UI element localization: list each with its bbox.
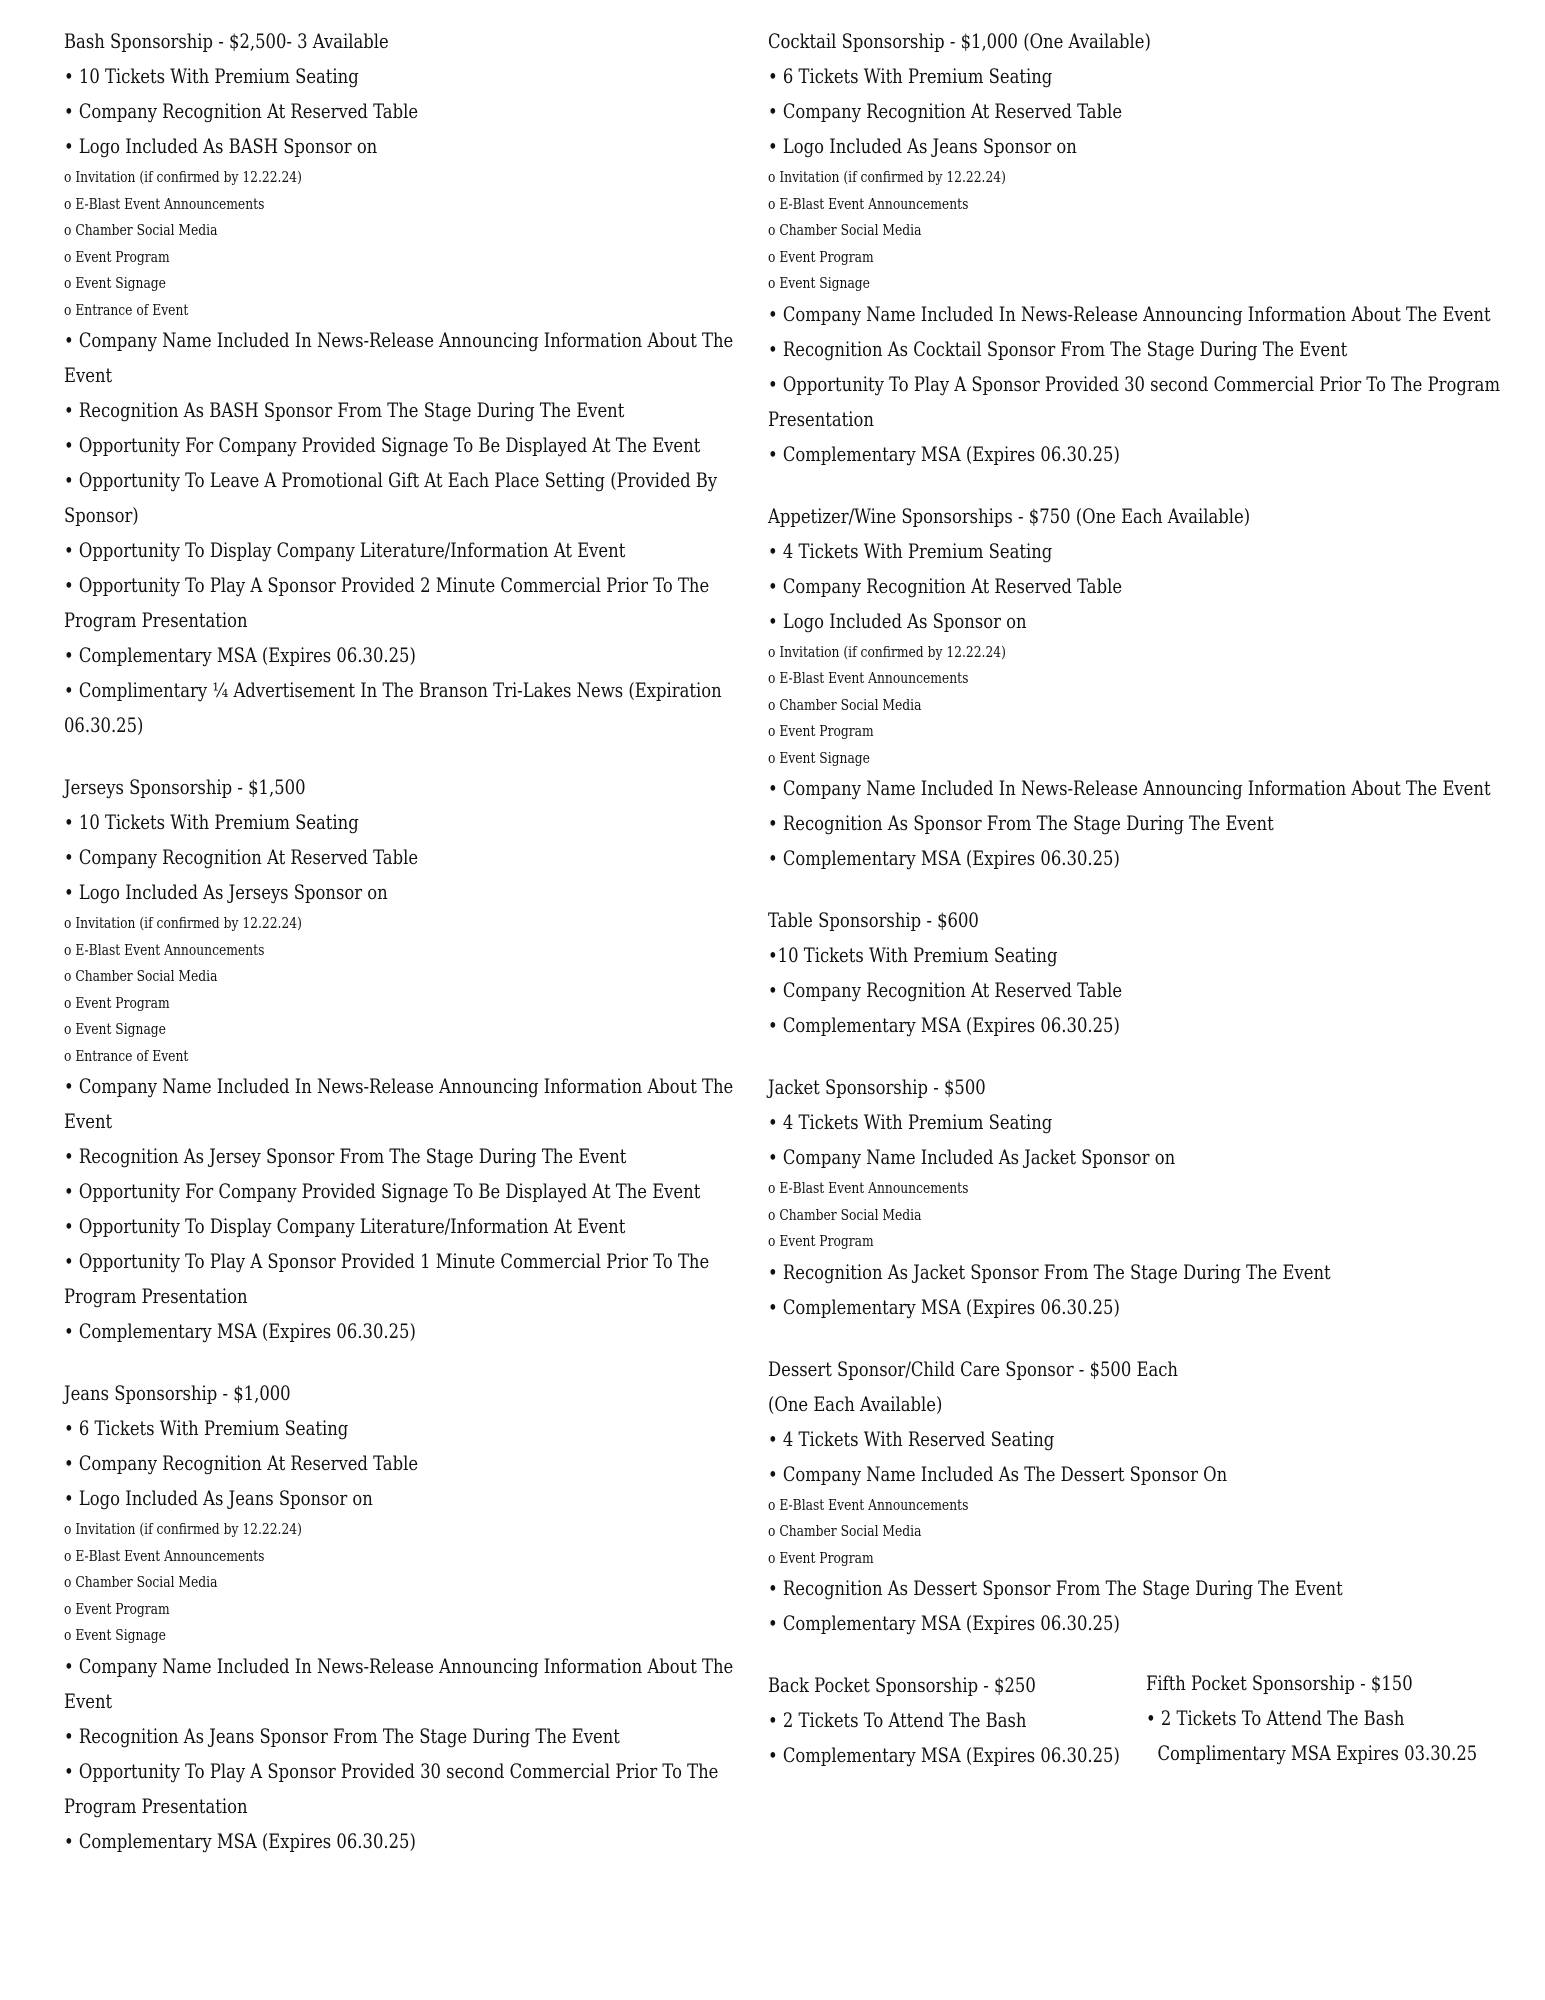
bullet-item: • Recognition As BASH Sponsor From The Stage During The Event xyxy=(64,398,625,422)
bullet-item: • Logo Included As Jerseys Sponsor on xyxy=(64,880,388,904)
bullet-item: • Complementary MSA (Expires 06.30.25) xyxy=(768,441,1120,466)
sub-list-item: o E-Blast Event Announcements xyxy=(64,940,265,959)
sub-list-item: o Event Program xyxy=(768,247,874,266)
bullet-item: • Logo Included As Jeans Sponsor on xyxy=(64,1486,373,1510)
bullet-item: • Company Recognition At Reserved Table xyxy=(64,1451,419,1475)
sub-list-item: o Event Signage xyxy=(64,1626,166,1644)
sub-list-item: o Event Program xyxy=(64,247,170,266)
bullet-item: • Opportunity To Play A Sponsor Provided 30 second Commercial Prior To The Program Presentation xyxy=(64,1758,719,1818)
bullet-item: • Complementary MSA (Expires 06.30.25) xyxy=(768,846,1120,870)
bullet-item: Complimentary MSA Expires 03.30.25 xyxy=(1157,1741,1478,1765)
right-column xyxy=(768,24,1503,1773)
sub-list-item: o Event Signage xyxy=(768,274,870,292)
bullet-item: • Opportunity For Company Provided Signage To Be Displayed At The Event xyxy=(64,433,701,457)
sub-list-item: o Chamber Social Media xyxy=(64,967,218,985)
sub-list-item: o Invitation (if confirmed by 12.22.24) xyxy=(64,168,302,186)
sub-list-item: o E-Blast Event Announcements xyxy=(768,669,969,687)
bullet-item: • Recognition As Jeans Sponsor From The Stage During The Event xyxy=(64,1723,620,1748)
bullet-item: • Opportunity To Play A Sponsor Provided 30 second Commercial Prior To The Program Presentation xyxy=(768,371,1501,431)
pocket-sponsorships-row xyxy=(768,1668,1503,1773)
bullet-item: • 2 Tickets To Attend The Bash xyxy=(768,1708,1027,1732)
sub-list-item: o Invitation (if confirmed by 12.22.24) xyxy=(768,168,1006,186)
sub-list-item: o Event Signage xyxy=(64,274,166,292)
sub-list-item: o Invitation (if confirmed by 12.22.24) xyxy=(64,1520,302,1538)
bullet-item: • Complimentary ¼ Advertisement In The Branson Tri-Lakes News (Expiration 06.30.25) xyxy=(64,678,722,737)
bullet-item: • Company Name Included As The Dessert Sponsor On xyxy=(768,1461,1228,1486)
sub-list-item: o E-Blast Event Announcements xyxy=(768,1495,969,1514)
jerseys-sponsorship-section xyxy=(64,770,734,1349)
section-title: Appetizer/Wine Sponsorships - $750 (One Each Available) xyxy=(768,503,1251,528)
appetizer-wine-sponsorship-section xyxy=(768,499,1503,877)
bullet-item: • Opportunity To Display Company Literature/Information At Event xyxy=(64,1214,626,1238)
bullet-item: • Complementary MSA (Expires 06.30.25) xyxy=(768,1013,1120,1037)
bullet-item: • Complementary MSA (Expires 06.30.25) xyxy=(64,643,416,667)
sub-list-item: o Chamber Social Media xyxy=(768,695,922,714)
bullet-item: • Complementary MSA (Expires 06.30.25) xyxy=(64,1828,416,1853)
sub-list-item: o Entrance of Event xyxy=(64,300,189,319)
bullet-item: • 4 Tickets With Premium Seating xyxy=(768,538,1053,563)
section-title: Fifth Pocket Sponsorship - $150 xyxy=(1146,1671,1413,1695)
bullet-item: • Complementary MSA (Expires 06.30.25) xyxy=(768,1611,1120,1635)
bullet-item: • Opportunity To Display Company Literature/Information At Event xyxy=(64,538,626,562)
bullet-item: • Recognition As Jersey Sponsor From The Stage During The Event xyxy=(64,1144,627,1168)
bullet-item: •10 Tickets With Premium Seating xyxy=(768,943,1058,967)
bullet-item: • Opportunity To Play A Sponsor Provided 2 Minute Commercial Prior To The Program Presentation xyxy=(64,573,710,632)
bullet-item: • Company Recognition At Reserved Table xyxy=(64,99,419,123)
bullet-item: • 10 Tickets With Premium Seating xyxy=(64,64,359,88)
bash-sponsorship-section xyxy=(64,24,734,743)
bullet-item: • Recognition As Cocktail Sponsor From The Stage During The Event xyxy=(768,336,1348,361)
bullet-item: • Recognition As Dessert Sponsor From The Stage During The Event xyxy=(768,1576,1343,1600)
table-sponsorship-section xyxy=(768,903,1503,1043)
section-title: Table Sponsorship - $600 xyxy=(768,908,979,932)
bullet-item: • Company Recognition At Reserved Table xyxy=(768,573,1123,598)
bullet-item: • Logo Included As Jeans Sponsor on xyxy=(768,134,1077,158)
sub-list-item: o E-Blast Event Announcements xyxy=(768,194,969,213)
sub-list-item: o E-Blast Event Announcements xyxy=(64,194,265,213)
cocktail-sponsorship-section xyxy=(768,24,1503,472)
bullet-item: • Complementary MSA (Expires 06.30.25) xyxy=(768,1294,1120,1319)
section-title: Cocktail Sponsorship - $1,000 (One Available) xyxy=(768,29,1151,53)
sub-list-item: o Chamber Social Media xyxy=(768,1205,922,1224)
section-title: Jacket Sponsorship - $500 xyxy=(768,1075,986,1099)
sub-list-item: o Event Signage xyxy=(64,1020,166,1038)
sub-list-item: o Event Program xyxy=(768,1548,874,1567)
bullet-item: • 10 Tickets With Premium Seating xyxy=(64,810,359,834)
bullet-item: • Logo Included As BASH Sponsor on xyxy=(64,134,378,158)
sub-list-item: o Event Program xyxy=(64,993,170,1012)
sub-list-item: o Event Program xyxy=(768,722,874,740)
bullet-item: • Opportunity For Company Provided Signage To Be Displayed At The Event xyxy=(64,1179,701,1203)
bullet-item: • Company Name Included In News-Release Announcing Information About The Event xyxy=(64,328,734,387)
jeans-sponsorship-section xyxy=(64,1376,734,1859)
sub-list-item: o Event Program xyxy=(768,1232,874,1250)
section-subtitle: (One Each Available) xyxy=(768,1391,943,1416)
section-title: Dessert Sponsor/Child Care Sponsor - $500 Each xyxy=(768,1356,1178,1381)
bullet-item: • Recognition As Jacket Sponsor From The Stage During The Event xyxy=(768,1259,1331,1284)
bullet-item: • Company Name Included In News-Release Announcing Information About The Event xyxy=(64,1653,734,1713)
bullet-item: • 2 Tickets To Attend The Bash xyxy=(1146,1706,1405,1730)
sub-list-item: o Event Signage xyxy=(768,748,870,767)
sub-list-item: o E-Blast Event Announcements xyxy=(64,1546,265,1565)
sub-list-item: o Invitation (if confirmed by 12.22.24) xyxy=(768,642,1006,661)
sub-list-item: o Event Program xyxy=(64,1599,170,1618)
bullet-item: • 4 Tickets With Reserved Seating xyxy=(768,1426,1055,1451)
bullet-item: • Company Recognition At Reserved Table xyxy=(768,99,1123,123)
sub-list-item: o E-Blast Event Announcements xyxy=(768,1179,969,1197)
section-title: Jeans Sponsorship - $1,000 xyxy=(64,1381,291,1405)
section-title: Back Pocket Sponsorship - $250 xyxy=(768,1673,1036,1697)
bullet-item: • Complementary MSA (Expires 06.30.25) xyxy=(768,1743,1120,1767)
section-title: Bash Sponsorship - $2,500- 3 Available xyxy=(64,29,389,53)
bullet-item: • Logo Included As Sponsor on xyxy=(768,608,1027,633)
bullet-item: • Company Name Included In News-Release Announcing Information About The Event xyxy=(768,776,1491,800)
bullet-item: • Company Recognition At Reserved Table xyxy=(768,978,1123,1002)
bullet-item: • Opportunity To Leave A Promotional Gift At Each Place Setting (Provided By Sponsor) xyxy=(64,468,718,527)
bullet-item: • Recognition As Sponsor From The Stage During The Event xyxy=(768,811,1274,835)
sub-list-item: o Entrance of Event xyxy=(64,1046,189,1065)
bullet-item: • 6 Tickets With Premium Seating xyxy=(64,1416,349,1440)
sub-list-item: o Chamber Social Media xyxy=(768,221,922,239)
fifth-pocket-sponsorship-section xyxy=(1146,1666,1496,1773)
jacket-sponsorship-section xyxy=(768,1070,1503,1325)
bullet-item: • Opportunity To Play A Sponsor Provided 1 Minute Commercial Prior To The Program Presentation xyxy=(64,1249,710,1308)
bullet-item: • 6 Tickets With Premium Seating xyxy=(768,64,1053,88)
back-pocket-sponsorship-section xyxy=(768,1668,1146,1773)
sub-list-item: o Chamber Social Media xyxy=(64,1573,218,1591)
bullet-item: • Company Name Included In News-Release Announcing Information About The Event xyxy=(64,1074,734,1133)
bullet-item: • 4 Tickets With Premium Seating xyxy=(768,1110,1053,1134)
sub-list-item: o Invitation (if confirmed by 12.22.24) xyxy=(64,914,302,932)
bullet-item: • Company Name Included As Jacket Sponsor on xyxy=(768,1145,1176,1169)
sub-list-item: o Chamber Social Media xyxy=(768,1522,922,1540)
bullet-item: • Complementary MSA (Expires 06.30.25) xyxy=(64,1319,416,1343)
left-column xyxy=(64,24,734,1886)
sub-list-item: o Chamber Social Media xyxy=(64,221,218,239)
bullet-item: • Company Recognition At Reserved Table xyxy=(64,845,419,869)
bullet-item: • Company Name Included In News-Release Announcing Information About The Event xyxy=(768,301,1491,326)
dessert-childcare-sponsorship-section xyxy=(768,1352,1503,1642)
section-title: Jerseys Sponsorship - $1,500 xyxy=(64,775,306,799)
